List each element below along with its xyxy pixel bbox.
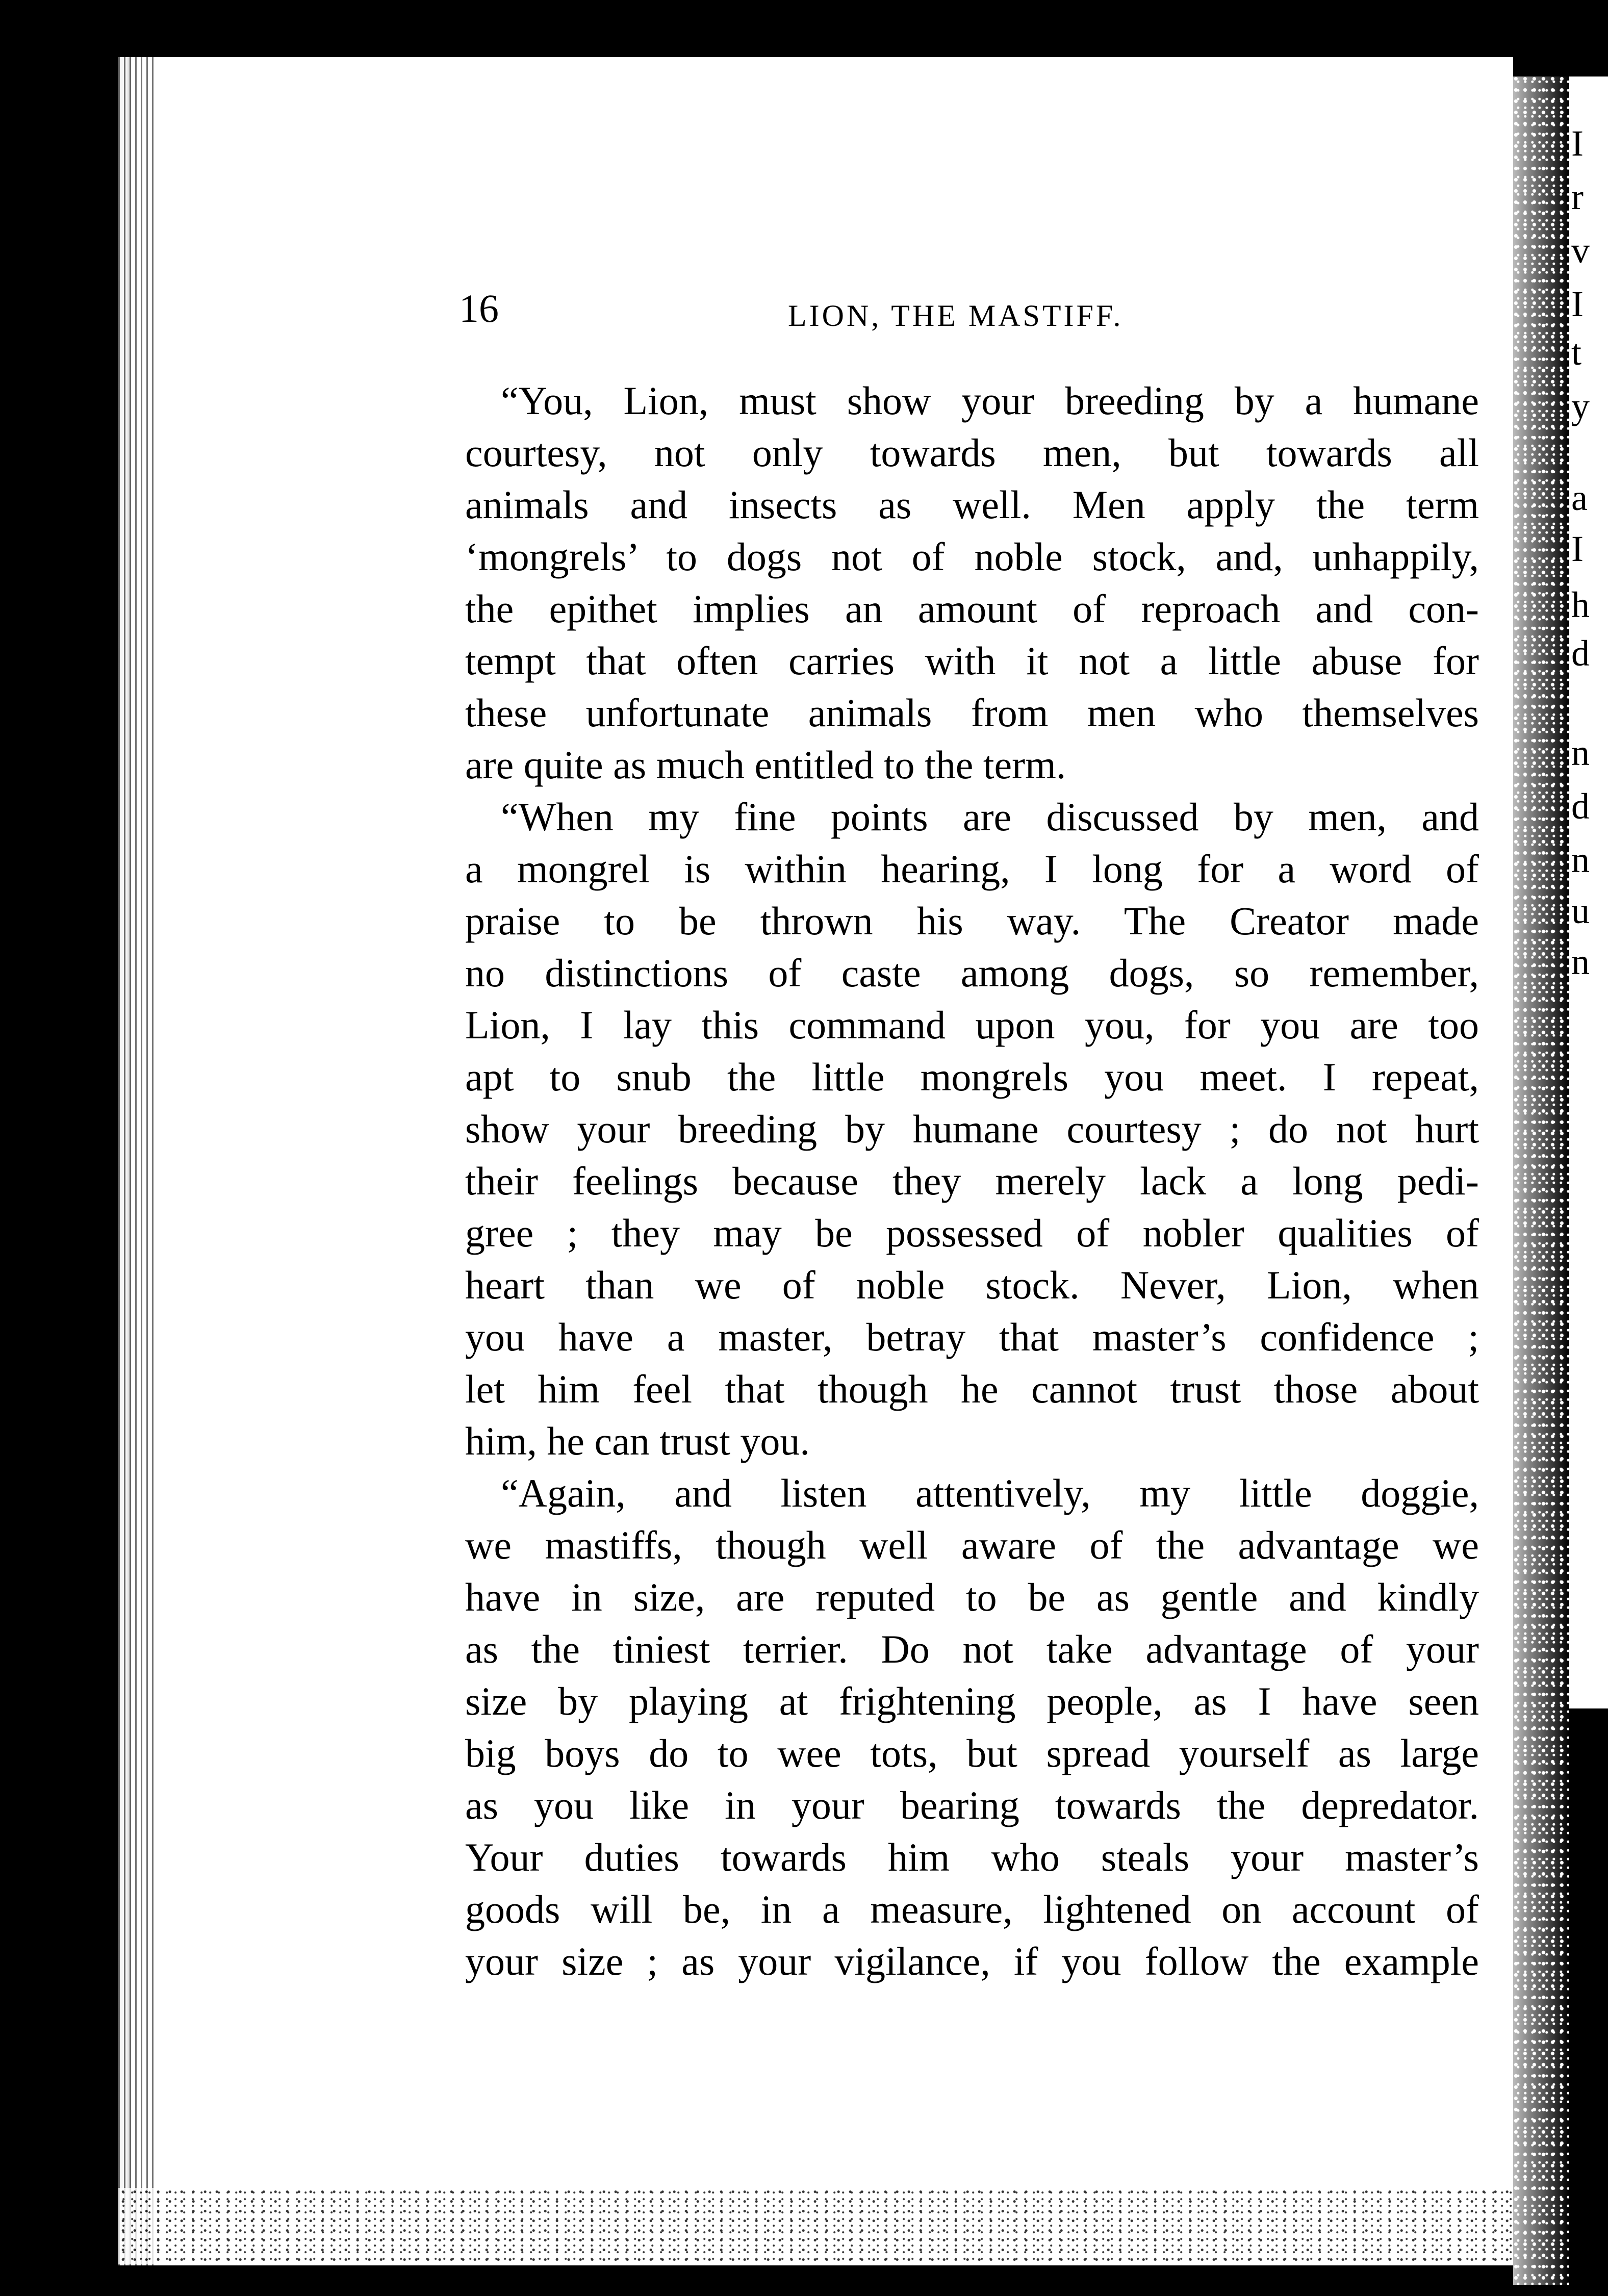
- next-page-letter: I: [1571, 123, 1584, 164]
- next-page-letter: t: [1571, 332, 1582, 373]
- text-line: heart than we of noble stock. Never, Lion, when: [465, 1263, 1479, 1307]
- next-page-letter: d: [1571, 786, 1590, 827]
- text-line: tempt that often carries with it not a little abuse for: [465, 639, 1479, 683]
- running-head-title: LION, THE MASTIFF.: [788, 299, 1124, 333]
- text-line: have in size, are reputed to be as gentle and kindly: [465, 1575, 1479, 1619]
- page-edges: [118, 57, 154, 2265]
- text-line: apt to snub the little mongrels you meet. I repeat,: [465, 1055, 1479, 1099]
- text-line: Lion, I lay this command upon you, for you are too: [465, 1003, 1479, 1047]
- text-line: show your breeding by humane courtesy ; do not hurt: [465, 1107, 1479, 1151]
- next-page-letter: n: [1571, 839, 1590, 880]
- text-line: we mastiffs, though well aware of the advantage we: [465, 1523, 1479, 1567]
- next-page-letter: d: [1571, 633, 1590, 674]
- text-line: praise to be thrown his way. The Creator made: [465, 899, 1479, 943]
- next-page-letter: n: [1571, 732, 1590, 773]
- text-line: let him feel that though he cannot trust those about: [465, 1367, 1479, 1411]
- text-line: are quite as much entitled to the term.: [465, 743, 1066, 787]
- text-line: gree ; they may be possessed of nobler qualities of: [465, 1211, 1479, 1255]
- text-line: ‘mongrels’ to dogs not of noble stock, and, unhappily,: [465, 534, 1479, 579]
- text-line: as the tiniest terrier. Do not take advantage of your: [465, 1627, 1479, 1671]
- text-line: “Again, and listen attentively, my little doggie,: [501, 1471, 1479, 1515]
- next-page-letter: h: [1571, 584, 1590, 625]
- next-page-letter: r: [1571, 176, 1584, 217]
- text-line: “When my fine points are discussed by men, and: [501, 795, 1479, 839]
- next-page-letter: n: [1571, 941, 1590, 982]
- text-line: Your duties towards him who steals your master’s: [465, 1835, 1479, 1879]
- text-line: a mongrel is within hearing, I long for a word of: [465, 847, 1479, 891]
- text-line: as you like in your bearing towards the depredator.: [465, 1783, 1479, 1827]
- next-page-fragment: [1569, 76, 1608, 1708]
- next-page-letter: I: [1571, 284, 1584, 324]
- text-line: big boys do to wee tots, but spread yourself as large: [465, 1731, 1479, 1775]
- text-line: goods will be, in a measure, lightened on account of: [465, 1887, 1479, 1931]
- text-line: their feelings because they merely lack a long pedi-: [465, 1159, 1479, 1203]
- page-number: 16: [459, 286, 499, 330]
- text-line: size by playing at frightening people, as I have seen: [465, 1679, 1479, 1723]
- body-text: [465, 375, 1479, 1987]
- next-page-letter: a: [1571, 477, 1588, 518]
- text-line: him, he can trust you.: [465, 1419, 810, 1463]
- next-page-letter: y: [1571, 386, 1590, 426]
- bottom-page-edge: [118, 2188, 1513, 2264]
- text-line: the epithet implies an amount of reproach and con-: [465, 586, 1479, 631]
- next-page-letter: I: [1571, 528, 1584, 569]
- gutter-shadow: [1513, 76, 1569, 2285]
- next-page-letter: v: [1571, 230, 1590, 271]
- text-line: courtesy, not only towards men, but towards all: [465, 430, 1479, 475]
- text-line: you have a master, betray that master’s confidence ;: [465, 1315, 1479, 1359]
- text-line: “You, Lion, must show your breeding by a humane: [501, 378, 1479, 423]
- text-line: animals and insects as well. Men apply the term: [465, 482, 1479, 527]
- text-line: these unfortunate animals from men who themselves: [465, 691, 1479, 735]
- text-line: your size ; as your vigilance, if you follow the example: [465, 1939, 1479, 1983]
- next-page-letter: u: [1571, 890, 1590, 931]
- text-line: no distinctions of caste among dogs, so remember,: [465, 951, 1479, 995]
